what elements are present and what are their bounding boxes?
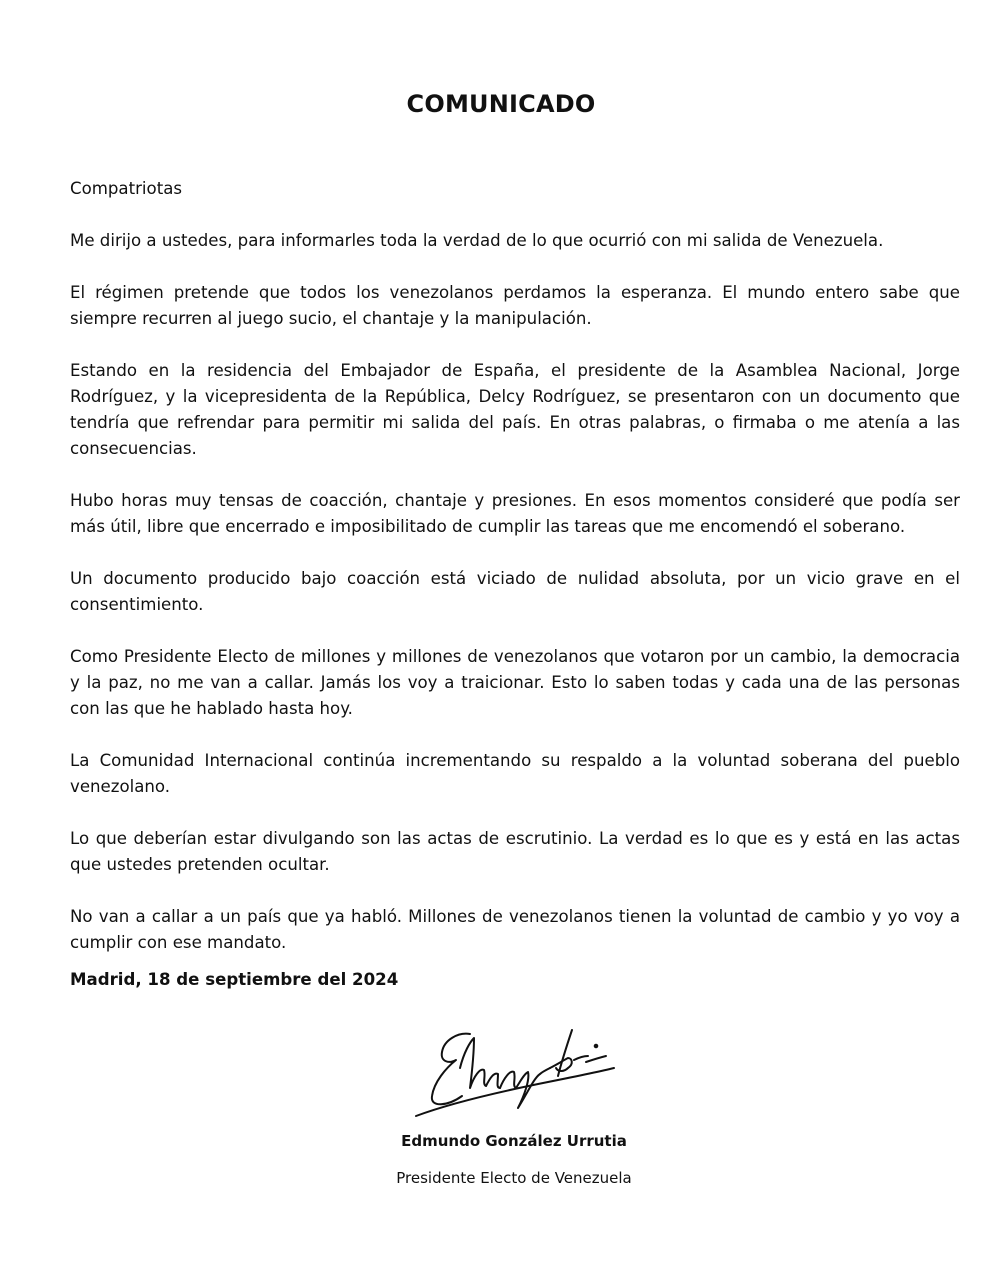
- paragraph-8: Lo que deberían estar divulgando son las actas de escrutinio. La verdad es lo que es y está en las actas que ustedes pretenden ocultar.: [70, 829, 960, 874]
- signer-role: Presidente Electo de Venezuela: [396, 1169, 632, 1187]
- document-body: [70, 176, 960, 982]
- signer-name: Edmundo González Urrutia: [401, 1132, 627, 1150]
- paragraph-3: Estando en la residencia del Embajador de España, el presidente de la Asamblea Nacional, Jorge Rodríguez, y la vicepresidenta de la República, Delcy Rodríguez, se presentaron con un documento que tendría que refrendar para permitir mi salida del país. En otras palabras, o firmaba o me atenía a las consecuencias.: [70, 361, 960, 458]
- paragraph-9: No van a callar a un país que ya habló. Millones de venezolanos tienen la voluntad de cambio y yo voy a cumplir con ese mandato.: [70, 907, 960, 952]
- paragraph-1: Me dirijo a ustedes, para informarles toda la verdad de lo que ocurrió con mi salida de Venezuela.: [70, 231, 884, 250]
- paragraph-6: Como Presidente Electo de millones y millones de venezolanos que votaron por un cambio, la democracia y la paz, no me van a callar. Jamás los voy a traicionar. Esto lo saben todas y cada una de las personas con las que he hablado hasta hoy.: [70, 647, 960, 718]
- greeting: Compatriotas: [70, 179, 183, 198]
- paragraph-4: Hubo horas muy tensas de coacción, chantaje y presiones. En esos momentos consideré que podía ser más útil, libre que encerrado e imposibilitado de cumplir las tareas que me encomendó el soberano.: [70, 491, 960, 536]
- handwritten-signature: [408, 1012, 618, 1122]
- date-line: Madrid, 18 de septiembre del 2024: [70, 970, 399, 989]
- paragraph-7: La Comunidad Internacional continúa incrementando su respaldo a la voluntad soberana del pueblo venezolano.: [70, 751, 960, 796]
- document-title: COMUNICADO: [406, 90, 596, 118]
- paragraph-5: Un documento producido bajo coacción está viciado de nulidad absoluta, por un vicio grave en el consentimiento.: [70, 569, 960, 614]
- paragraph-2: El régimen pretende que todos los venezolanos perdamos la esperanza. El mundo entero sabe que siempre recurren al juego sucio, el chantaje y la manipulación.: [70, 283, 960, 328]
